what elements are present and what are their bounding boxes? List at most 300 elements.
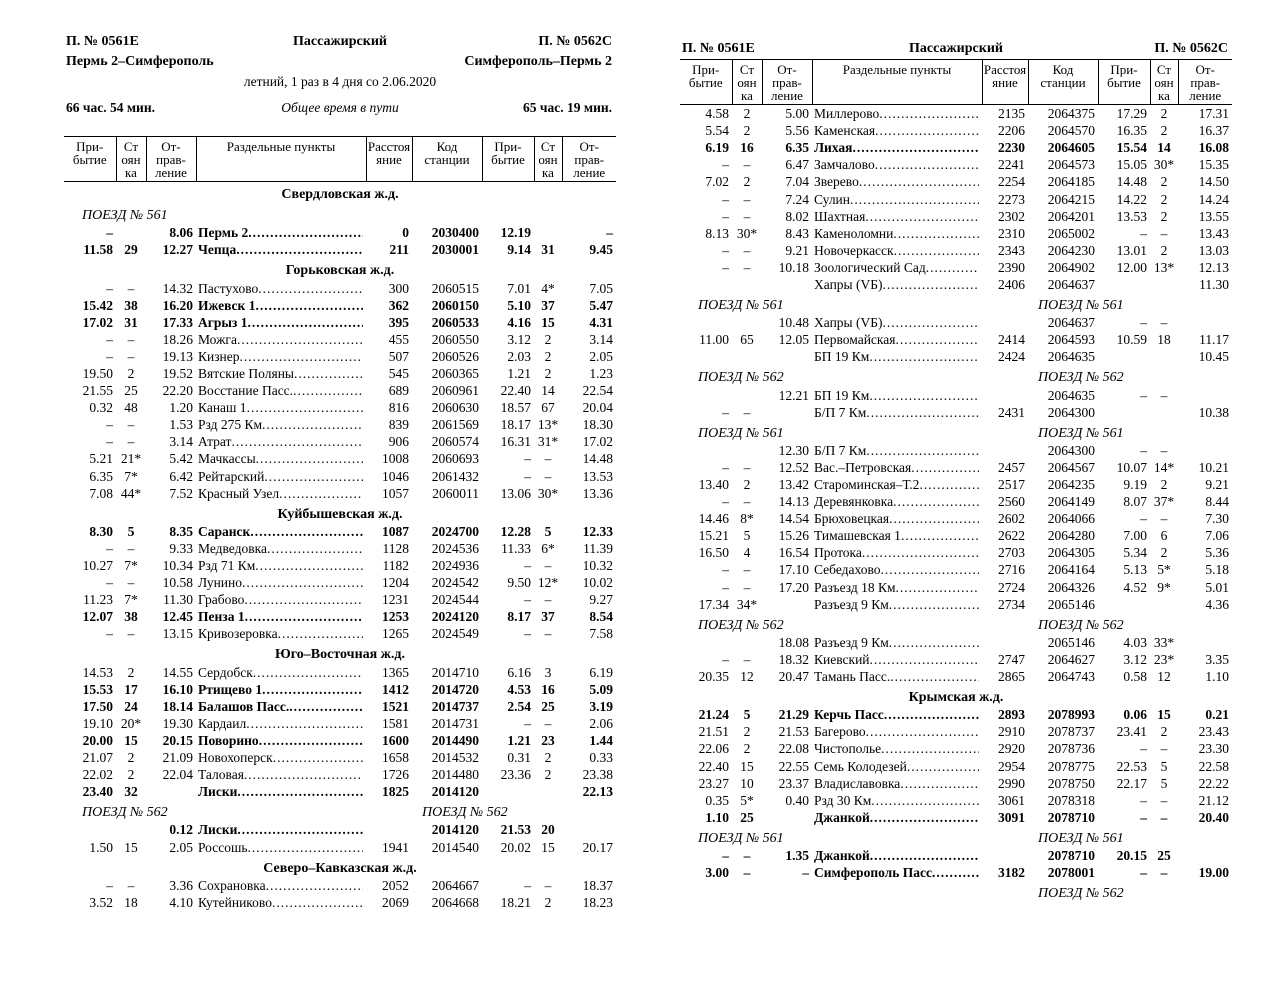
stop-back-cell: 2 bbox=[544, 365, 552, 381]
stop-back-cell: 37* bbox=[1153, 494, 1175, 510]
distance-cell: 2343 bbox=[998, 242, 1025, 258]
station-name: Кривозеровка bbox=[198, 626, 278, 642]
departure-back-cell: 18.30 bbox=[582, 417, 613, 433]
station-name: Канаш 1 bbox=[198, 400, 247, 416]
departure-cell: 21.29 bbox=[778, 707, 809, 723]
departure-back-cell bbox=[1178, 314, 1232, 331]
leader-dots bbox=[895, 331, 979, 348]
departure-cell: 0.12 bbox=[169, 822, 193, 838]
station-cell bbox=[812, 757, 982, 774]
stop-cell: – bbox=[127, 434, 135, 450]
stop-cell: 2 bbox=[743, 477, 751, 493]
station-row bbox=[680, 348, 1232, 365]
stop-cell bbox=[732, 276, 762, 293]
arrival-back-cell: 15.05 bbox=[1116, 157, 1147, 173]
station-code-cell: 2064235 bbox=[1047, 477, 1095, 493]
arrival-cell: 20.00 bbox=[82, 732, 113, 748]
station-cell bbox=[812, 173, 982, 190]
departure-cell: 17.10 bbox=[778, 562, 809, 578]
station-cell bbox=[812, 493, 982, 510]
distance-cell: 1658 bbox=[382, 750, 409, 766]
station-code-cell: 2024549 bbox=[431, 626, 479, 642]
stop-cell: 10 bbox=[740, 775, 754, 791]
departure-back-cell: 4.31 bbox=[589, 314, 613, 330]
station-cell bbox=[812, 459, 982, 476]
distance-cell: 816 bbox=[388, 400, 409, 416]
station-name: БП 19 Км bbox=[814, 349, 870, 365]
stop-cell: 17 bbox=[124, 681, 138, 697]
station-cell bbox=[196, 698, 366, 715]
leader-dots bbox=[901, 527, 979, 544]
stop-back-cell: – bbox=[1160, 792, 1168, 808]
distance-cell: 3182 bbox=[998, 865, 1025, 881]
station-name: Чистополье bbox=[814, 741, 882, 757]
stop-back-cell: – bbox=[544, 592, 552, 608]
departure-cell: 20.47 bbox=[778, 669, 809, 685]
departure-back-cell: 9.45 bbox=[589, 242, 613, 258]
arrival-cell: – bbox=[722, 494, 729, 510]
distance-cell: 1412 bbox=[382, 681, 409, 697]
station-code-cell: 2064635 bbox=[1047, 349, 1095, 365]
stop-back-cell: 25 bbox=[541, 698, 555, 714]
distance-cell: 1365 bbox=[382, 664, 409, 680]
column-header-distance: Расстоя яние bbox=[366, 137, 412, 182]
station-name: Каменоломни bbox=[814, 225, 894, 241]
arrival-cell: 0.32 bbox=[89, 400, 113, 416]
departure-cell: 14.54 bbox=[778, 511, 809, 527]
stop-back-cell: 31* bbox=[537, 434, 559, 450]
station-row bbox=[64, 766, 616, 783]
station-name: Сулин bbox=[814, 191, 851, 207]
station-name: Рейтарский bbox=[198, 468, 265, 484]
station-cell bbox=[196, 894, 366, 911]
stop-cell: 7* bbox=[124, 468, 138, 484]
arrival-back-cell: 2.54 bbox=[507, 698, 531, 714]
stop-cell: 2 bbox=[127, 767, 135, 783]
arrival-cell: – bbox=[106, 348, 113, 364]
station-row bbox=[64, 557, 616, 574]
station-name: Себедахово bbox=[814, 562, 881, 578]
column-header-arrival: При- бытие bbox=[72, 139, 107, 167]
stop-back-cell: 13* bbox=[537, 417, 559, 433]
leader-dots bbox=[267, 540, 363, 557]
distance-cell: 2865 bbox=[998, 669, 1025, 685]
station-row bbox=[64, 715, 616, 732]
railway-section-header bbox=[64, 856, 616, 877]
arrival-back-cell bbox=[1098, 276, 1150, 293]
arrival-back-cell: – bbox=[524, 468, 531, 484]
arrival-cell: 3.00 bbox=[705, 865, 729, 881]
departure-back-cell: 7.30 bbox=[1205, 511, 1229, 527]
station-name: Кутейниково bbox=[198, 894, 272, 910]
departure-back-cell: 18.23 bbox=[582, 894, 613, 910]
leader-dots bbox=[894, 242, 979, 259]
station-name: Тамань Пасс. bbox=[814, 669, 891, 685]
departure-back-cell: 3.35 bbox=[1205, 651, 1229, 667]
station-row bbox=[64, 399, 616, 416]
stop-back-cell: 5 bbox=[544, 523, 552, 539]
station-code-cell: 2064375 bbox=[1047, 106, 1095, 122]
leader-dots bbox=[250, 523, 363, 540]
stop-back-cell: – bbox=[544, 626, 552, 642]
departure-cell: 3.14 bbox=[169, 434, 193, 450]
departure-cell: 18.26 bbox=[162, 331, 193, 347]
station-code-cell: 2078710 bbox=[1047, 847, 1095, 863]
arrival-back-cell: 5.13 bbox=[1123, 562, 1147, 578]
departure-cell: 7.24 bbox=[785, 191, 809, 207]
station-cell bbox=[812, 242, 982, 259]
arrival-back-cell: – bbox=[1140, 387, 1147, 403]
departure-cell: 11.30 bbox=[163, 592, 193, 608]
stop-back-cell: 4* bbox=[541, 280, 555, 296]
station-cell bbox=[812, 706, 982, 723]
arrival-cell: – bbox=[106, 626, 113, 642]
railway-name: Крымская ж.д. bbox=[908, 690, 1004, 706]
station-name: Хапры (VБ) bbox=[814, 276, 883, 292]
stop-back-cell: 12 bbox=[1157, 669, 1171, 685]
station-row bbox=[680, 561, 1232, 578]
departure-back-cell: 13.53 bbox=[582, 468, 613, 484]
distance-cell: 2414 bbox=[998, 332, 1025, 348]
departure-back-cell: 5.36 bbox=[1205, 545, 1229, 561]
departure-back-cell: 5.47 bbox=[589, 297, 613, 313]
departure-cell: 6.35 bbox=[785, 140, 809, 156]
departure-back-cell: 21.12 bbox=[1198, 792, 1229, 808]
station-row bbox=[680, 276, 1232, 293]
leader-dots bbox=[294, 365, 363, 382]
stop-back-cell: 2 bbox=[1160, 123, 1168, 139]
stop-back-cell bbox=[1150, 276, 1178, 293]
distance-cell bbox=[366, 821, 412, 838]
stop-back-cell: – bbox=[1160, 442, 1168, 458]
stop-back-cell: 67 bbox=[541, 400, 555, 416]
arrival-back-cell: 14.22 bbox=[1116, 191, 1147, 207]
arrival-back-cell: 9.19 bbox=[1123, 477, 1147, 493]
train-label-right bbox=[412, 203, 616, 224]
route-left: Пермь 2–Симферополь bbox=[66, 54, 214, 69]
station-name: Медведовка bbox=[198, 540, 267, 556]
station-code-cell: 2078318 bbox=[1047, 792, 1095, 808]
station-code-cell: 2024544 bbox=[431, 592, 479, 608]
stop-cell: – bbox=[743, 562, 751, 578]
leader-dots bbox=[919, 476, 979, 493]
stop-back-cell: 6 bbox=[1160, 528, 1168, 544]
column-header-departure: От- прав- ление bbox=[146, 137, 196, 182]
arrival-back-cell: – bbox=[524, 877, 531, 893]
arrival-cell: 13.40 bbox=[698, 477, 729, 493]
stop-cell: 44* bbox=[120, 485, 142, 501]
station-code-cell: 2064637 bbox=[1047, 276, 1095, 292]
departure-back-cell: 13.55 bbox=[1198, 208, 1229, 224]
leader-dots bbox=[890, 668, 979, 685]
station-row bbox=[64, 382, 616, 399]
stop-back-cell: 15 bbox=[541, 314, 555, 330]
arrival-cell: 19.50 bbox=[82, 365, 113, 381]
distance-cell: 2310 bbox=[998, 225, 1025, 241]
departure-back-cell: 23.30 bbox=[1198, 741, 1229, 757]
departure-cell bbox=[762, 404, 812, 421]
train-label-right: ПОЕЗД № 561 bbox=[1038, 830, 1124, 846]
stop-cell: – bbox=[127, 540, 135, 556]
departure-back-cell: 11.39 bbox=[583, 540, 613, 556]
station-row bbox=[64, 523, 616, 540]
arrival-cell: 22.02 bbox=[82, 767, 113, 783]
arrival-back-cell bbox=[1098, 348, 1150, 365]
arrival-back-cell: 22.17 bbox=[1116, 775, 1147, 791]
stop-cell: – bbox=[743, 404, 751, 420]
station-name: Зоологический Сад bbox=[814, 259, 926, 275]
station-cell bbox=[196, 382, 366, 399]
station-row bbox=[64, 894, 616, 911]
station-row bbox=[680, 651, 1232, 668]
leader-dots bbox=[865, 208, 979, 225]
stop-cell: 2 bbox=[743, 123, 751, 139]
stop-cell: – bbox=[743, 651, 751, 667]
departure-back-cell: 7.06 bbox=[1205, 528, 1229, 544]
arrival-cell: 8.13 bbox=[705, 225, 729, 241]
station-code-cell: 2064743 bbox=[1047, 669, 1095, 685]
stop-cell: 2 bbox=[743, 724, 751, 740]
station-name: Балашов Пасс. bbox=[198, 698, 290, 714]
leader-dots bbox=[266, 877, 363, 894]
stop-cell: – bbox=[743, 191, 751, 207]
station-code-cell: 2030400 bbox=[431, 225, 479, 241]
departure-back-cell: 20.04 bbox=[582, 400, 613, 416]
stop-cell: 30* bbox=[736, 225, 758, 241]
station-name: Брюховецкая bbox=[814, 511, 890, 527]
departure-back-cell: 14.48 bbox=[582, 451, 613, 467]
station-row bbox=[64, 877, 616, 894]
station-code-cell: 2064570 bbox=[1047, 123, 1095, 139]
stop-cell: 24 bbox=[124, 698, 138, 714]
station-name: Багерово bbox=[814, 724, 866, 740]
station-code-cell: 2078736 bbox=[1047, 741, 1095, 757]
station-name: Староминская–Т.2 bbox=[814, 477, 920, 493]
station-code-cell: 2014710 bbox=[431, 664, 479, 680]
arrival-back-cell: 0.58 bbox=[1123, 669, 1147, 685]
station-code-cell: 2060526 bbox=[431, 348, 479, 364]
header-line bbox=[680, 41, 1232, 59]
station-row bbox=[680, 723, 1232, 740]
stop-back-cell: – bbox=[1160, 387, 1168, 403]
column-header-departure-back: От- прав- ление bbox=[1178, 60, 1232, 105]
stop-back-cell: – bbox=[1160, 865, 1168, 881]
leader-dots bbox=[911, 459, 979, 476]
departure-back-cell: 10.45 bbox=[1198, 349, 1229, 365]
arrival-back-cell: – bbox=[524, 451, 531, 467]
stop-back-cell: 16 bbox=[541, 681, 555, 697]
station-code-cell: 2014540 bbox=[431, 839, 479, 855]
stop-cell: – bbox=[743, 259, 751, 275]
leader-dots bbox=[273, 749, 363, 766]
station-row bbox=[680, 634, 1232, 651]
station-name: Хапры (VБ) bbox=[814, 315, 883, 331]
stop-cell: 15 bbox=[124, 839, 138, 855]
departure-back-cell: 22.58 bbox=[1198, 758, 1229, 774]
departure-cell: 6.47 bbox=[785, 157, 809, 173]
stop-cell: 32 bbox=[124, 784, 138, 800]
train-label-right: ПОЕЗД № 562 bbox=[1038, 370, 1124, 386]
arrival-back-cell: 18.57 bbox=[500, 400, 531, 416]
station-row bbox=[64, 468, 616, 485]
departure-back-cell: 23.43 bbox=[1198, 724, 1229, 740]
arrival-back-cell: 12.28 bbox=[500, 523, 531, 539]
arrival-cell: 4.58 bbox=[705, 106, 729, 122]
leader-dots bbox=[253, 664, 363, 681]
stop-back-cell: – bbox=[1160, 511, 1168, 527]
column-header-distance: Расстоя яние bbox=[982, 60, 1028, 105]
departure-cell bbox=[762, 348, 812, 365]
train-number-row bbox=[680, 826, 1232, 847]
leader-dots bbox=[293, 382, 363, 399]
station-code-cell: 2064066 bbox=[1047, 511, 1095, 527]
train-label-right: ПОЕЗД № 562 bbox=[1038, 617, 1124, 633]
stop-back-cell: – bbox=[1160, 741, 1168, 757]
train-label-right: ПОЕЗД № 561 bbox=[1038, 298, 1124, 314]
leader-dots bbox=[278, 625, 363, 642]
leader-dots bbox=[247, 399, 363, 416]
arrival-back-cell bbox=[1098, 404, 1150, 421]
departure-cell: 22.08 bbox=[778, 741, 809, 757]
column-header-station-code: Код станции bbox=[1028, 60, 1098, 105]
station-name: Разъезд 18 Км bbox=[814, 579, 896, 595]
arrival-cell bbox=[64, 821, 116, 838]
leader-dots bbox=[879, 105, 979, 122]
station-cell bbox=[812, 510, 982, 527]
departure-back-cell: 7.58 bbox=[589, 626, 613, 642]
station-row bbox=[64, 608, 616, 625]
schedule-note: летний, 1 раз в 4 дня со 2.06.2020 bbox=[243, 74, 437, 89]
stop-back-cell: 12* bbox=[537, 575, 559, 591]
station-code-cell: 2064902 bbox=[1047, 259, 1095, 275]
distance-cell: 1521 bbox=[382, 698, 409, 714]
station-code-cell: 2078001 bbox=[1047, 865, 1095, 881]
station-code-cell: 2014532 bbox=[431, 750, 479, 766]
stop-back-cell: – bbox=[544, 715, 552, 731]
station-name: Лиски bbox=[198, 784, 238, 800]
station-name: Первомайская bbox=[814, 332, 896, 348]
station-row bbox=[64, 348, 616, 365]
leader-dots bbox=[926, 259, 979, 276]
leader-dots bbox=[859, 173, 979, 190]
arrival-back-cell: 12.19 bbox=[500, 225, 531, 241]
departure-back-cell: 8.54 bbox=[589, 609, 613, 625]
departure-back-cell: 2.05 bbox=[589, 348, 613, 364]
station-row bbox=[680, 387, 1232, 404]
station-row bbox=[64, 821, 616, 838]
stop-cell: 29 bbox=[124, 242, 138, 258]
timetable-right bbox=[680, 59, 1232, 902]
train-label-right: ПОЕЗД № 562 bbox=[1038, 886, 1124, 902]
station-code-cell: 2024120 bbox=[431, 609, 479, 625]
arrival-back-cell: 16.35 bbox=[1116, 123, 1147, 139]
station-cell bbox=[196, 523, 366, 540]
station-code-cell: 2060574 bbox=[431, 434, 479, 450]
departure-back-cell: 14.50 bbox=[1198, 174, 1229, 190]
stop-back-cell: 2 bbox=[1160, 191, 1168, 207]
arrival-cell bbox=[680, 387, 732, 404]
departure-back-cell: 9.21 bbox=[1205, 477, 1229, 493]
column-header-stop-back: Ст оян ка bbox=[1150, 60, 1178, 105]
train-label-left: ПОЕЗД № 561 bbox=[698, 425, 784, 441]
stop-cell: – bbox=[743, 208, 751, 224]
departure-cell: 8.06 bbox=[169, 225, 193, 241]
train-type: Пассажирский bbox=[909, 41, 1003, 56]
distance-cell bbox=[982, 847, 1028, 864]
distance-cell bbox=[982, 634, 1028, 651]
distance-cell: 1726 bbox=[382, 767, 409, 783]
arrival-back-cell: 13.53 bbox=[1116, 208, 1147, 224]
stop-cell: 65 bbox=[740, 332, 754, 348]
station-cell bbox=[196, 732, 366, 749]
column-header-station-code: Код станции bbox=[412, 137, 482, 182]
leader-dots bbox=[869, 348, 979, 365]
train-label-left: ПОЕЗД № 562 bbox=[698, 370, 784, 386]
station-cell bbox=[196, 468, 366, 485]
stop-cell: – bbox=[127, 626, 135, 642]
station-code-cell: 2064230 bbox=[1047, 242, 1095, 258]
station-row bbox=[64, 485, 616, 502]
leader-dots bbox=[893, 493, 979, 510]
stop-cell: – bbox=[743, 157, 751, 173]
departure-back-cell: 1.23 bbox=[589, 365, 613, 381]
station-row bbox=[64, 365, 616, 382]
station-cell bbox=[812, 596, 982, 613]
stop-cell: – bbox=[127, 348, 135, 364]
departure-cell: 8.02 bbox=[785, 208, 809, 224]
station-name: Кизнер bbox=[198, 348, 240, 364]
station-code-cell: 2064300 bbox=[1047, 442, 1095, 458]
stop-back-cell: 2 bbox=[1160, 545, 1168, 561]
stop-back-cell: 2 bbox=[544, 750, 552, 766]
arrival-cell: 1.50 bbox=[89, 839, 113, 855]
departure-back-cell: 23.38 bbox=[582, 767, 613, 783]
station-cell bbox=[812, 723, 982, 740]
departure-back-cell: 12.33 bbox=[582, 523, 613, 539]
stop-back-cell: 6* bbox=[541, 540, 555, 556]
departure-back-cell: 0.21 bbox=[1205, 707, 1229, 723]
arrival-cell: – bbox=[722, 459, 729, 475]
station-row bbox=[64, 331, 616, 348]
station-cell bbox=[812, 651, 982, 668]
departure-back-cell: 20.40 bbox=[1198, 809, 1229, 825]
station-name: Атрат bbox=[198, 434, 232, 450]
station-cell bbox=[196, 681, 366, 698]
departure-cell: 21.53 bbox=[778, 724, 809, 740]
station-cell bbox=[812, 561, 982, 578]
distance-cell: 2724 bbox=[998, 579, 1025, 595]
stop-back-cell: 23* bbox=[1153, 651, 1175, 667]
station-cell bbox=[196, 664, 366, 681]
train-label-left: ПОЕЗД № 562 bbox=[82, 805, 168, 821]
distance-cell: 1204 bbox=[382, 575, 409, 591]
departure-back-cell: 3.19 bbox=[589, 698, 613, 714]
station-cell bbox=[812, 404, 982, 421]
leader-dots bbox=[875, 156, 979, 173]
station-cell bbox=[196, 715, 366, 732]
station-row bbox=[64, 416, 616, 433]
departure-back-cell: 18.37 bbox=[582, 877, 613, 893]
arrival-cell: 21.24 bbox=[698, 707, 729, 723]
station-name: Замчалово bbox=[814, 157, 875, 173]
arrival-cell bbox=[680, 314, 732, 331]
stop-cell: 48 bbox=[124, 400, 138, 416]
stop-cell: 16 bbox=[740, 140, 754, 156]
station-row bbox=[680, 757, 1232, 774]
departure-back-cell: 11.17 bbox=[1199, 332, 1229, 348]
station-code-cell: 2064300 bbox=[1047, 404, 1095, 420]
station-cell bbox=[812, 864, 982, 881]
